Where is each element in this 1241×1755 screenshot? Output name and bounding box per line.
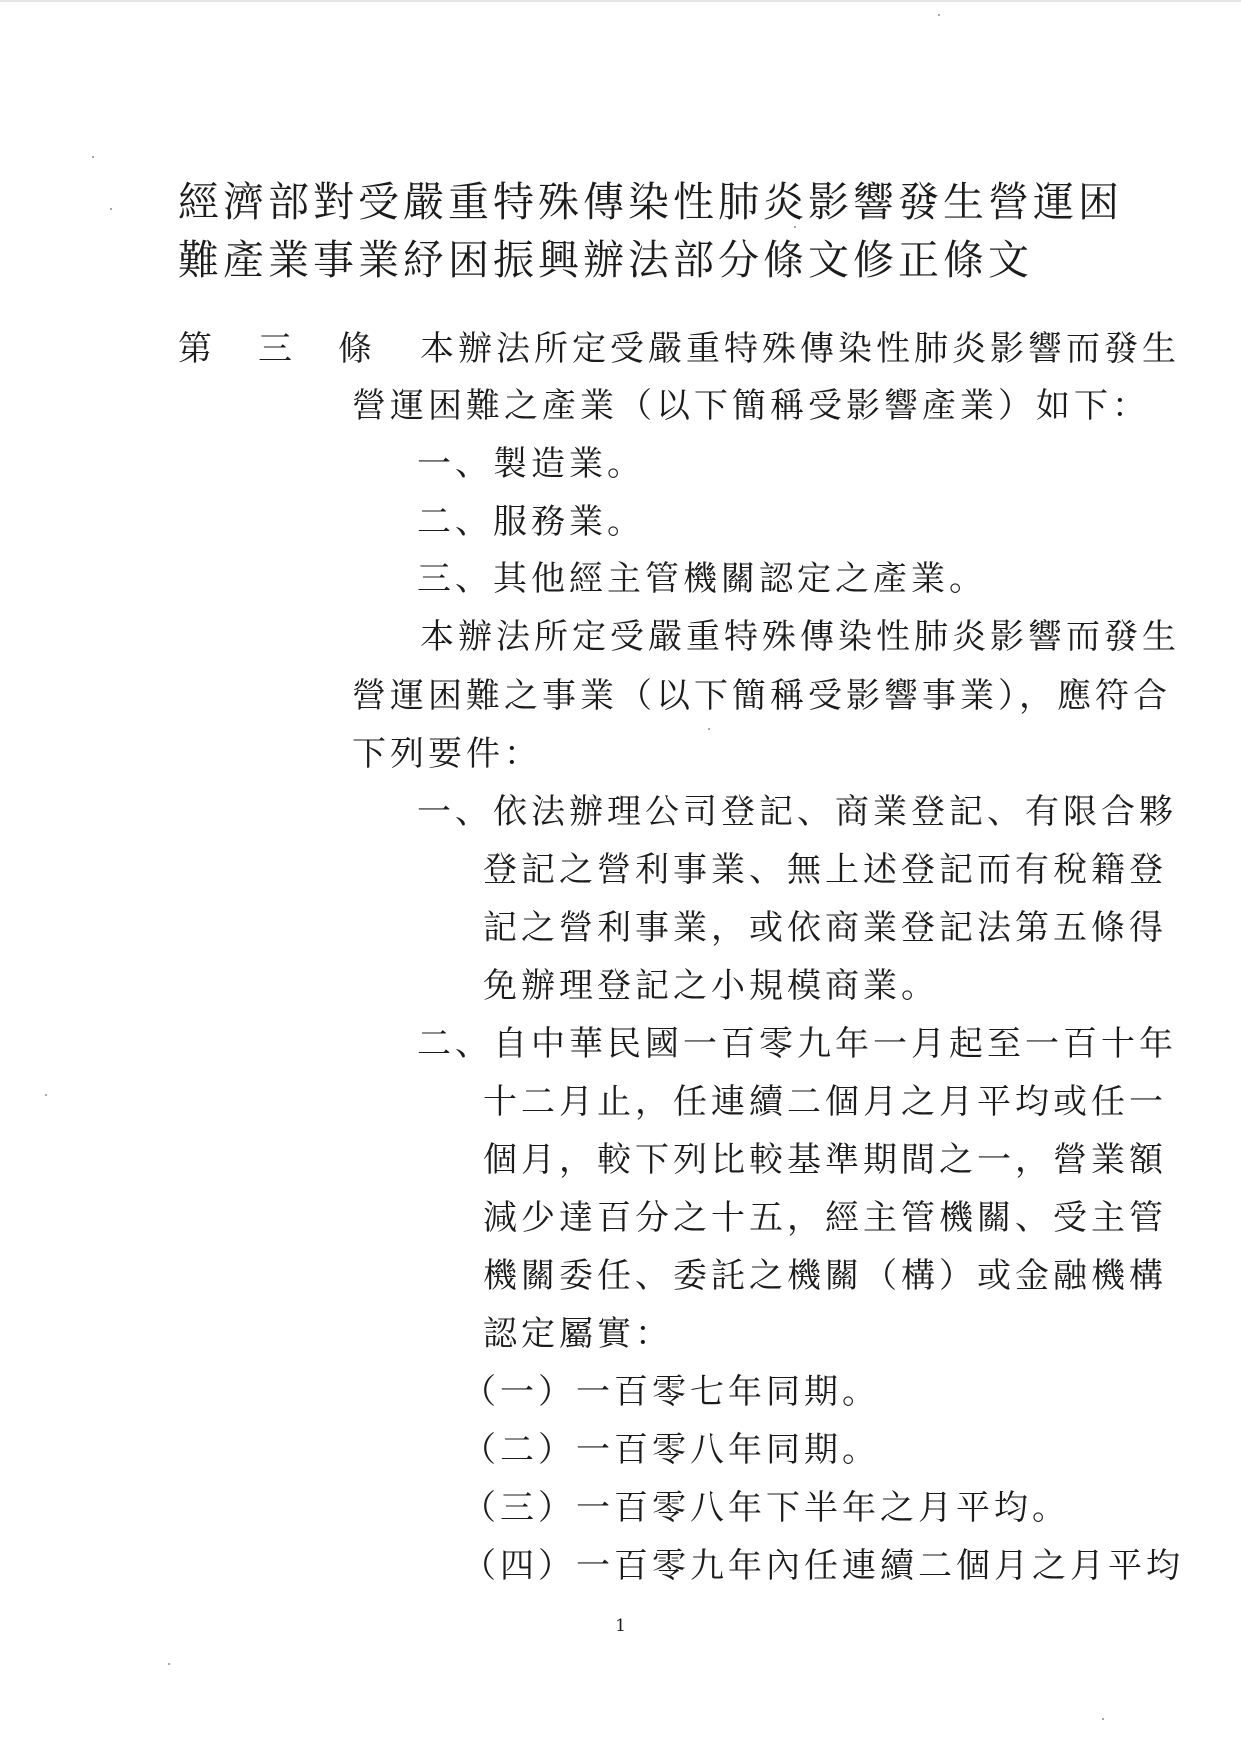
paragraph-2-line-1: 本辦法所定受嚴重特殊傳染性肺炎影響而發生 xyxy=(420,617,1180,657)
requirement-2-line-2: 十二月止，任連續二個月之月平均或任一 xyxy=(483,1082,1167,1122)
requirement-2-line-6: 認定屬實： xyxy=(483,1314,673,1354)
scan-speck xyxy=(110,208,112,210)
scan-speck xyxy=(92,156,94,158)
industry-item-1: 一、製造業。 xyxy=(417,444,645,484)
requirement-1-line-3: 記之營利事業，或依商業登記法第五條得 xyxy=(483,908,1167,948)
article-label: 第 三 條 xyxy=(178,329,378,369)
comparison-period-1: （一）一百零七年同期。 xyxy=(462,1372,880,1412)
requirement-1-line-2: 登記之營利事業、無上述登記而有稅籍登 xyxy=(483,850,1167,890)
requirement-2-line-3: 個月，較下列比較基準期間之一，營業額 xyxy=(483,1140,1167,1180)
comparison-period-3: （三）一百零八年下半年之月平均。 xyxy=(462,1488,1070,1528)
scan-speck xyxy=(938,14,940,16)
page-number: 1 xyxy=(615,1616,626,1636)
requirement-2-line-1: 二、自中華民國一百零九年一月起至一百十年 xyxy=(417,1024,1177,1064)
scan-speck xyxy=(708,728,710,730)
scan-speck xyxy=(794,226,796,228)
requirement-1-line-1: 一、依法辦理公司登記、商業登記、有限合夥 xyxy=(417,792,1177,832)
document-title-line-1: 經濟部對受嚴重特殊傳染性肺炎影響發生營運困 xyxy=(178,178,1123,226)
scan-speck xyxy=(168,1663,170,1665)
scan-top-edge xyxy=(0,0,1241,2)
paragraph-2-line-2: 營運困難之事業（以下簡稱受影響事業），應符合 xyxy=(352,676,1171,716)
comparison-period-2: （二）一百零八年同期。 xyxy=(462,1430,880,1470)
industry-item-2: 二、服務業。 xyxy=(417,502,645,542)
requirement-2-line-5: 機關委任、委託之機關（構）或金融機構 xyxy=(483,1256,1167,1296)
paragraph-1-line-1: 本辦法所定受嚴重特殊傳染性肺炎影響而發生 xyxy=(420,329,1180,369)
paragraph-1-line-2: 營運困難之產業（以下簡稱受影響產業）如下： xyxy=(352,386,1150,426)
industry-item-3: 三、其他經主管機關認定之產業。 xyxy=(417,559,987,599)
scan-speck xyxy=(1102,1718,1104,1720)
document-title-line-2: 難產業事業紓困振興辦法部分條文修正條文 xyxy=(178,236,1033,284)
comparison-period-4: （四）一百零九年內任連續二個月之月平均 xyxy=(462,1546,1184,1586)
requirement-1-line-4: 免辦理登記之小規模商業。 xyxy=(483,966,939,1006)
scan-speck xyxy=(45,1094,47,1096)
requirement-2-line-4: 減少達百分之十五，經主管機關、受主管 xyxy=(483,1198,1167,1238)
paragraph-2-line-3: 下列要件： xyxy=(352,734,542,774)
